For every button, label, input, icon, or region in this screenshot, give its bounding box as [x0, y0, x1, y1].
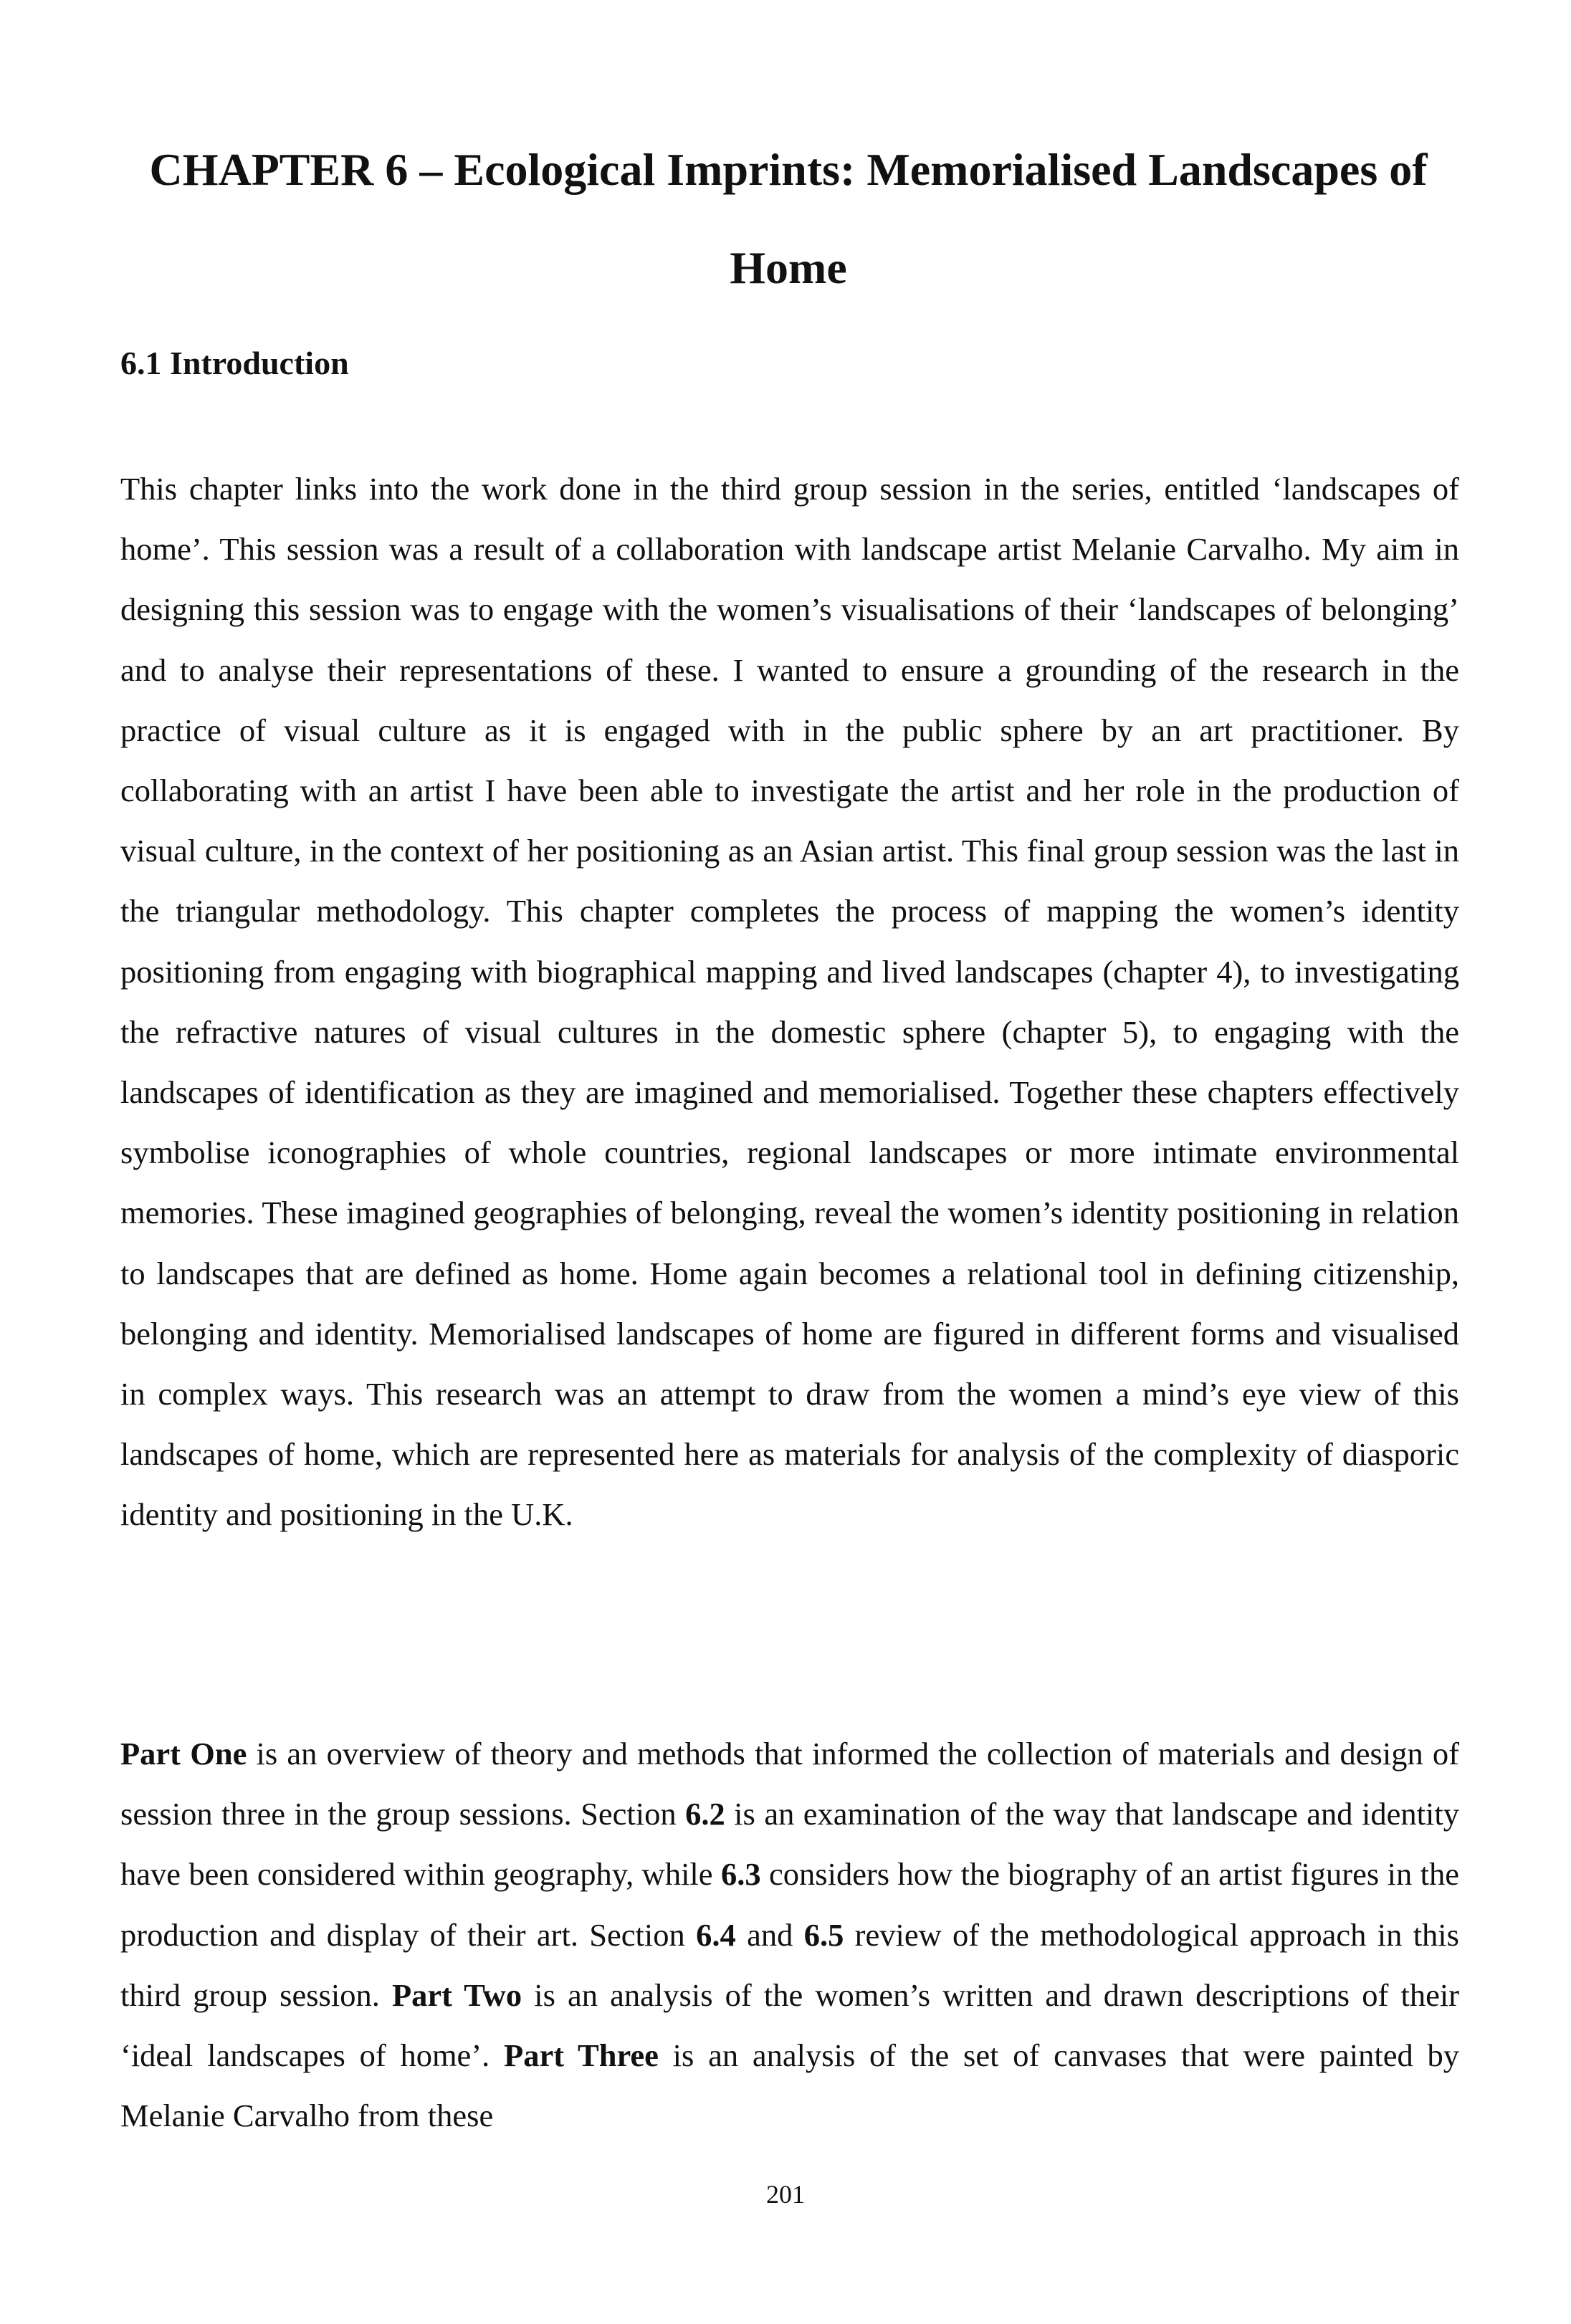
- intro-paragraph-1: This chapter links into the work done in the third group session in the series, entitled ‘landscapes of home’. This session was a result of a collaboration with landscape artist Melanie Carvalho. My aim in designing this session was to engage with the women’s visualisations of their ‘landscapes of belonging’ and to analyse their representations of these. I wanted to ensure a grounding of the research in the practice of visual culture as it is engaged with in the public sphere by an art practitioner. By collaborating with an artist I have been able to investigate the artist and her role in the production of visual culture, in the context of her positioning as an Asian artist. This final group session was the last in the triangular methodology. This chapter completes the process of mapping the women’s identity positioning from engaging with biographical mapping and lived landscapes (chapter 4), to investigating the refractive natures of visual cultures in the domestic sphere (chapter 5), to engaging with the landscapes of identification as they are imagined and memorialised. Together these chapters effectively symbolise iconographies of whole countries, regional landscapes or more intimate environmental memories. These imagined geographies of belonging, reveal the women’s identity positioning in relation to landscapes that are defined as home. Home again becomes a relational tool in defining citizenship, belonging and identity. Memorialised landscapes of home are figured in different forms and visualised in complex ways. This research was an attempt to draw from the women a mind’s eye view of this landscapes of home, which are represented here as materials for analysis of the complexity of diasporic identity and positioning in the U.K.: [120, 471, 1459, 1533]
- paragraph-segment: Part Two: [391, 1976, 522, 2013]
- page-number: 201: [766, 2180, 805, 2209]
- paragraph-segment: 6.3: [720, 1856, 761, 1893]
- paragraph-segment: considers how the biography of an artist figures in the production and display of their art. Section: [120, 1856, 1459, 1953]
- paragraph-segment: 6.5: [803, 1916, 844, 1953]
- paragraph-segment: is an examination of the way that landscape and identity have been considered within geography, while: [120, 1796, 1459, 1893]
- paragraph-segment: Part One: [120, 1736, 247, 1771]
- paragraph-segment: is an analysis of the set of canvases that were painted by Melanie Carvalho from these: [120, 2037, 1460, 2134]
- section-heading: 6.1 Introduction: [120, 345, 349, 381]
- paragraph-segment: and: [735, 1916, 804, 1953]
- chapter-title: CHAPTER 6 – Ecological Imprints: Memorialised Landscapes of Home: [149, 144, 1428, 293]
- intro-paragraph-2: [120, 1723, 1459, 2146]
- paragraph-segment: 6.4: [696, 1916, 736, 1953]
- paragraph-segment: Part Three: [504, 2037, 659, 2074]
- paragraph-segment: is an analysis of the women’s written and drawn descriptions of their ‘ideal landscapes of home’.: [120, 1976, 1460, 2074]
- paragraph-segment: 6.2: [685, 1796, 725, 1832]
- paragraph-segment: is an overview of theory and methods that informed the collection of materials and design of session three in the group sessions. Section: [120, 1736, 1459, 1832]
- paragraph-segment: review of the methodological approach in this third group session.: [120, 1916, 1459, 2013]
